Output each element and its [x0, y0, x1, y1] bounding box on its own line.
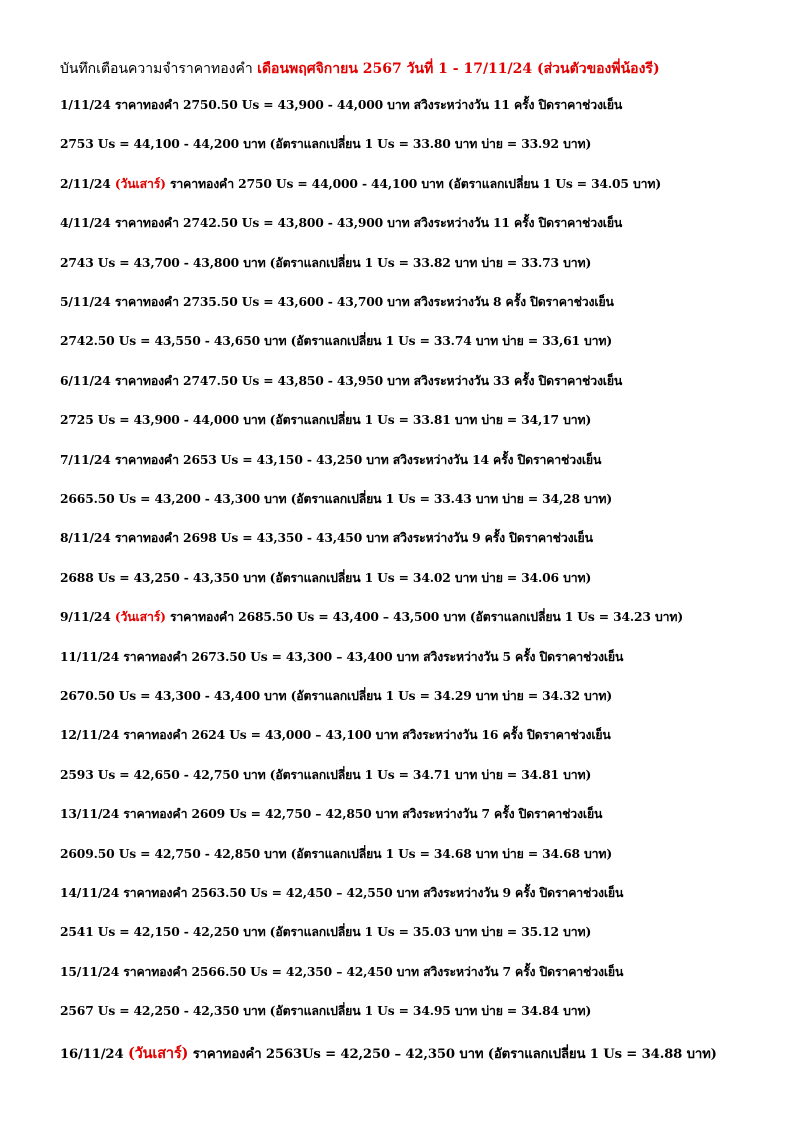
line-text: 2593 Us = 42,650 - 42,750 บาท (อัตราแลกเปลี่ยน 1 Us = 34.71 บาท บ่าย = 34.81 บาท)	[60, 766, 592, 782]
document-title	[60, 58, 660, 80]
line-text: 6/11/24 ราคาทองคำ 2747.50 Us = 43,850 - 43,950 บาท สวิงระหว่างวัน 33 ครั้ง ปิดราคาช่วงเย็น	[60, 372, 623, 388]
line-date: 2/11/24	[60, 175, 115, 191]
log-line	[60, 608, 683, 627]
log-line	[60, 1002, 591, 1021]
log-line	[60, 254, 591, 273]
log-line	[60, 726, 611, 745]
log-line	[60, 529, 593, 548]
line-text: 8/11/24 ราคาทองคำ 2698 Us = 43,350 - 43,450 บาท สวิงระหว่างวัน 9 ครั้ง ปิดราคาช่วงเย็น	[60, 530, 593, 546]
log-line	[60, 766, 591, 785]
log-line	[60, 963, 623, 982]
line-text: 12/11/24 ราคาทองคำ 2624 Us = 43,000 – 43,100 บาท สวิงระหว่างวัน 16 ครั้ง ปิดราคาช่วงเย็น	[60, 727, 611, 743]
line-text: 2743 Us = 43,700 - 43,800 บาท (อัตราแลกเปลี่ยน 1 Us = 33.82 บาท บ่าย = 33.73 บาท)	[60, 254, 592, 270]
log-line	[60, 96, 622, 115]
line-text: 11/11/24 ราคาทองคำ 2673.50 Us = 43,300 – 43,400 บาท สวิงระหว่างวัน 5 ครั้ง ปิดราคาช่วงเย็น	[60, 648, 624, 664]
log-line	[60, 411, 591, 430]
line-text: 5/11/24 ราคาทองคำ 2735.50 Us = 43,600 - 43,700 บาท สวิงระหว่างวัน 8 ครั้ง ปิดราคาช่วงเย็น	[60, 294, 614, 309]
log-line	[60, 805, 602, 824]
line-text: 2567 Us = 42,250 - 42,350 บาท (อัตราแลกเปลี่ยน 1 Us = 34.95 บาท บ่าย = 34.84 บาท)	[60, 1003, 592, 1019]
line-text: 2541 Us = 42,150 - 42,250 บาท (อัตราแลกเปลี่ยน 1 Us = 35.03 บาท บ่าย = 35.12 บาท)	[60, 924, 592, 940]
line-text: 2725 Us = 43,900 - 44,000 บาท (อัตราแลกเปลี่ยน 1 Us = 33.81 บาท บ่าย = 34,17 บาท)	[60, 412, 592, 428]
title-highlight: เดือนพฤศจิกายน 2567 วันที่ 1 - 17/11/24 (ส่วนตัวของพี่น้องรี)	[257, 61, 660, 77]
line-text: 2688 Us = 43,250 - 43,350 บาท (อัตราแลกเปลี่ยน 1 Us = 34.02 บาท บ่าย = 34.06 บาท)	[60, 569, 592, 585]
log-line	[60, 214, 622, 233]
log-line	[60, 884, 623, 903]
saturday-marker: (วันเสาร์)	[127, 1044, 189, 1062]
line-text: ราคาทองคำ 2750 Us = 44,000 - 44,100 บาท (อัตราแลกเปลี่ยน 1 Us = 34.05 บาท)	[165, 175, 662, 191]
log-line	[60, 1042, 717, 1065]
line-text: 2742.50 Us = 43,550 - 43,650 บาท (อัตราแลกเปลี่ยน 1 Us = 33.74 บาท บ่าย = 33,61 บาท)	[60, 333, 613, 349]
line-text: 1/11/24 ราคาทองคำ 2750.50 Us = 43,900 - 44,000 บาท สวิงระหว่างวัน 11 ครั้ง ปิดราคาช่วงเย็น	[60, 97, 623, 112]
log-line	[60, 372, 622, 391]
line-text: 15/11/24 ราคาทองคำ 2566.50 Us = 42,350 – 42,450 บาท สวิงระหว่างวัน 7 ครั้ง ปิดราคาช่วงเย็น	[60, 963, 624, 979]
log-line	[60, 569, 591, 588]
log-line	[60, 293, 614, 312]
log-line	[60, 923, 591, 942]
line-text: 2670.50 Us = 43,300 - 43,400 บาท (อัตราแลกเปลี่ยน 1 Us = 34.29 บาท บ่าย = 34.32 บาท)	[60, 688, 613, 703]
line-text: 14/11/24 ราคาทองคำ 2563.50 Us = 42,450 – 42,550 บาท สวิงระหว่างวัน 9 ครั้ง ปิดราคาช่วงเย็น	[60, 885, 624, 900]
log-line	[60, 687, 612, 706]
line-text: 4/11/24 ราคาทองคำ 2742.50 Us = 43,800 - 43,900 บาท สวิงระหว่างวัน 11 ครั้ง ปิดราคาช่วงเย็น	[60, 215, 623, 231]
line-text: 13/11/24 ราคาทองคำ 2609 Us = 42,750 – 42,850 บาท สวิงระหว่างวัน 7 ครั้ง ปิดราคาช่วงเย็น	[60, 806, 603, 822]
saturday-marker: (วันเสาร์)	[114, 609, 166, 625]
line-date: 16/11/24	[60, 1046, 128, 1062]
line-text: ราคาทองคำ 2563Us = 42,250 – 42,350 บาท (อัตราแลกเปลี่ยน 1 Us = 34.88 บาท)	[188, 1046, 717, 1062]
line-text: 2665.50 Us = 43,200 - 43,300 บาท (อัตราแลกเปลี่ยน 1 Us = 33.43 บาท บ่าย = 34,28 บาท)	[60, 491, 613, 506]
log-line	[60, 451, 601, 470]
line-date: 9/11/24	[60, 609, 115, 625]
log-line	[60, 648, 623, 667]
line-text: 7/11/24 ราคาทองคำ 2653 Us = 43,150 - 43,250 บาท สวิงระหว่างวัน 14 ครั้ง ปิดราคาช่วงเย็น	[60, 451, 602, 467]
title-prefix: บันทึกเตือนความจำราคาทองคำ	[60, 61, 258, 77]
saturday-marker: (วันเสาร์)	[114, 175, 166, 191]
log-line	[60, 175, 661, 194]
line-text: 2753 Us = 44,100 - 44,200 บาท (อัตราแลกเปลี่ยน 1 Us = 33.80 บาท บ่าย = 33.92 บาท)	[60, 136, 592, 152]
line-text: ราคาทองคำ 2685.50 Us = 43,400 – 43,500 บาท (อัตราแลกเปลี่ยน 1 Us = 34.23 บาท)	[165, 609, 683, 625]
log-line	[60, 845, 612, 864]
line-text: 2609.50 Us = 42,750 - 42,850 บาท (อัตราแลกเปลี่ยน 1 Us = 34.68 บาท บ่าย = 34.68 บาท)	[60, 845, 613, 861]
log-line	[60, 490, 612, 509]
log-line	[60, 332, 612, 351]
log-line	[60, 135, 591, 154]
